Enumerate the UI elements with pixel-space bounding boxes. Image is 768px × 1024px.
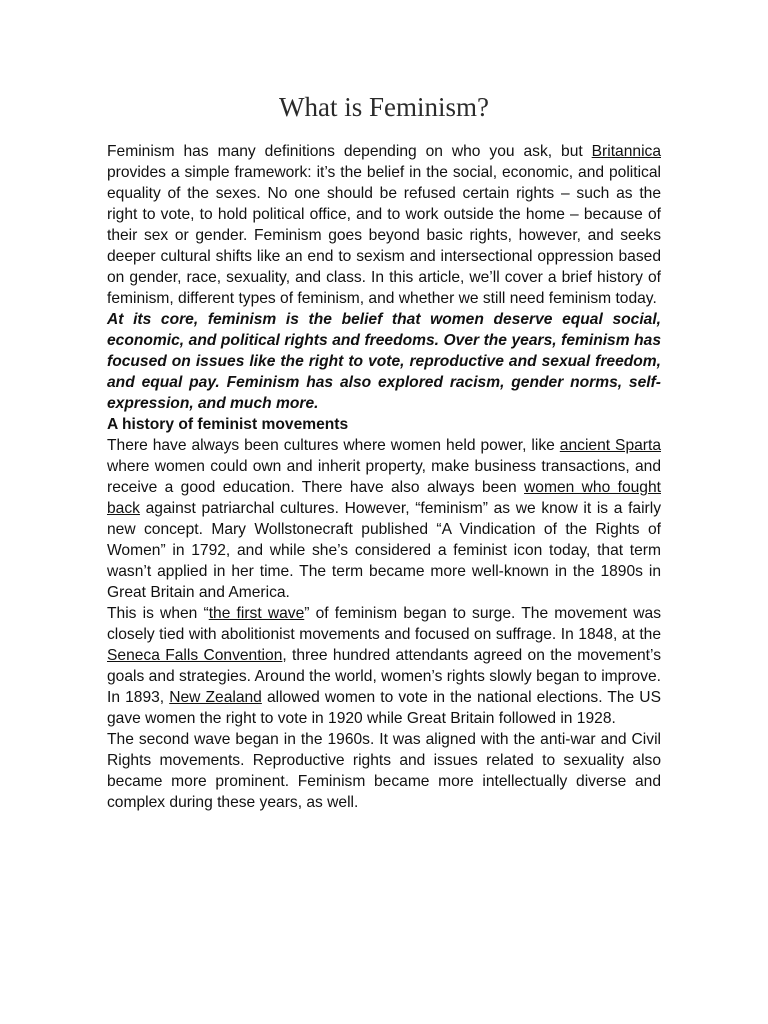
first-wave-text-2: ” of feminism began to surge. The movement was closely tied with abolitionist movements and focused on suffrage. In 1848, at the xyxy=(107,605,661,643)
first-wave-text-1: This is when “ xyxy=(107,605,209,622)
britannica-link[interactable]: Britannica xyxy=(591,143,661,160)
first-wave-paragraph xyxy=(107,603,661,729)
document-body xyxy=(107,141,661,813)
first-wave-link[interactable]: the first wave xyxy=(208,605,305,622)
ancient-sparta-link[interactable]: ancient Sparta xyxy=(559,437,661,454)
history-text-1: There have always been cultures where women held power, like xyxy=(107,437,560,454)
lead-paragraph: At its core, feminism is the belief that women deserve equal social, economic, and political rights and freedoms. Over the years, feminism has focused on issues like the right to vote, reproductive and sexual freedom, and equal pay. Feminism has also explored racism, gender norms, self-expression, and much more. xyxy=(107,311,661,412)
women-who-fought-back-link[interactable]: women who fought back xyxy=(107,479,661,517)
first-wave-text-4: allowed women to vote in the national elections. The US gave women the right to vote in 1920 while Great Britain followed in 1928. xyxy=(107,689,661,727)
history-text-2: where women could own and inherit property, make business transactions, and receive a good education. There have also always been xyxy=(107,458,661,496)
history-text-3: against patriarchal cultures. However, “feminism” as we know it is a fairly new concept. Mary Wollstonecraft published “A Vindication of the Rights of Women” in 1792, and while she’s considered a feminist icon today, that term wasn’t applied in her time. The term became more well-known in the 1890s in Great Britain and America. xyxy=(107,500,661,601)
intro-paragraph xyxy=(107,141,661,309)
intro-text-1: Feminism has many definitions depending on who you ask, but xyxy=(107,143,592,160)
section-heading: A history of feminist movements xyxy=(107,416,349,433)
seneca-falls-link[interactable]: Seneca Falls Convention xyxy=(107,647,283,664)
second-wave-paragraph: The second wave began in the 1960s. It was aligned with the anti-war and Civil Rights movements. Reproductive rights and issues related to sexuality also became more prominent. Feminism became more intellectually diverse and complex during these years, as well. xyxy=(107,731,661,811)
new-zealand-link[interactable]: New Zealand xyxy=(169,689,262,706)
first-wave-text-3: , three hundred attendants agreed on the movement’s goals and strategies. Around the world, women’s rights slowly began to improve. In 1893, xyxy=(107,647,661,706)
page-title: What is Feminism? xyxy=(279,92,489,122)
intro-text-2: provides a simple framework: it’s the belief in the social, economic, and political equality of the sexes. No one should be refused certain rights – such as the right to vote, to hold political office, and to work outside the home – because of their sex or gender. Feminism goes beyond basic rights, however, and seeks deeper cultural shifts like an end to sexism and intersectional oppression based on gender, race, sexuality, and class. In this article, we’ll cover a brief history of feminism, different types of feminism, and whether we still need feminism today. xyxy=(107,164,661,307)
history-paragraph xyxy=(107,435,661,603)
